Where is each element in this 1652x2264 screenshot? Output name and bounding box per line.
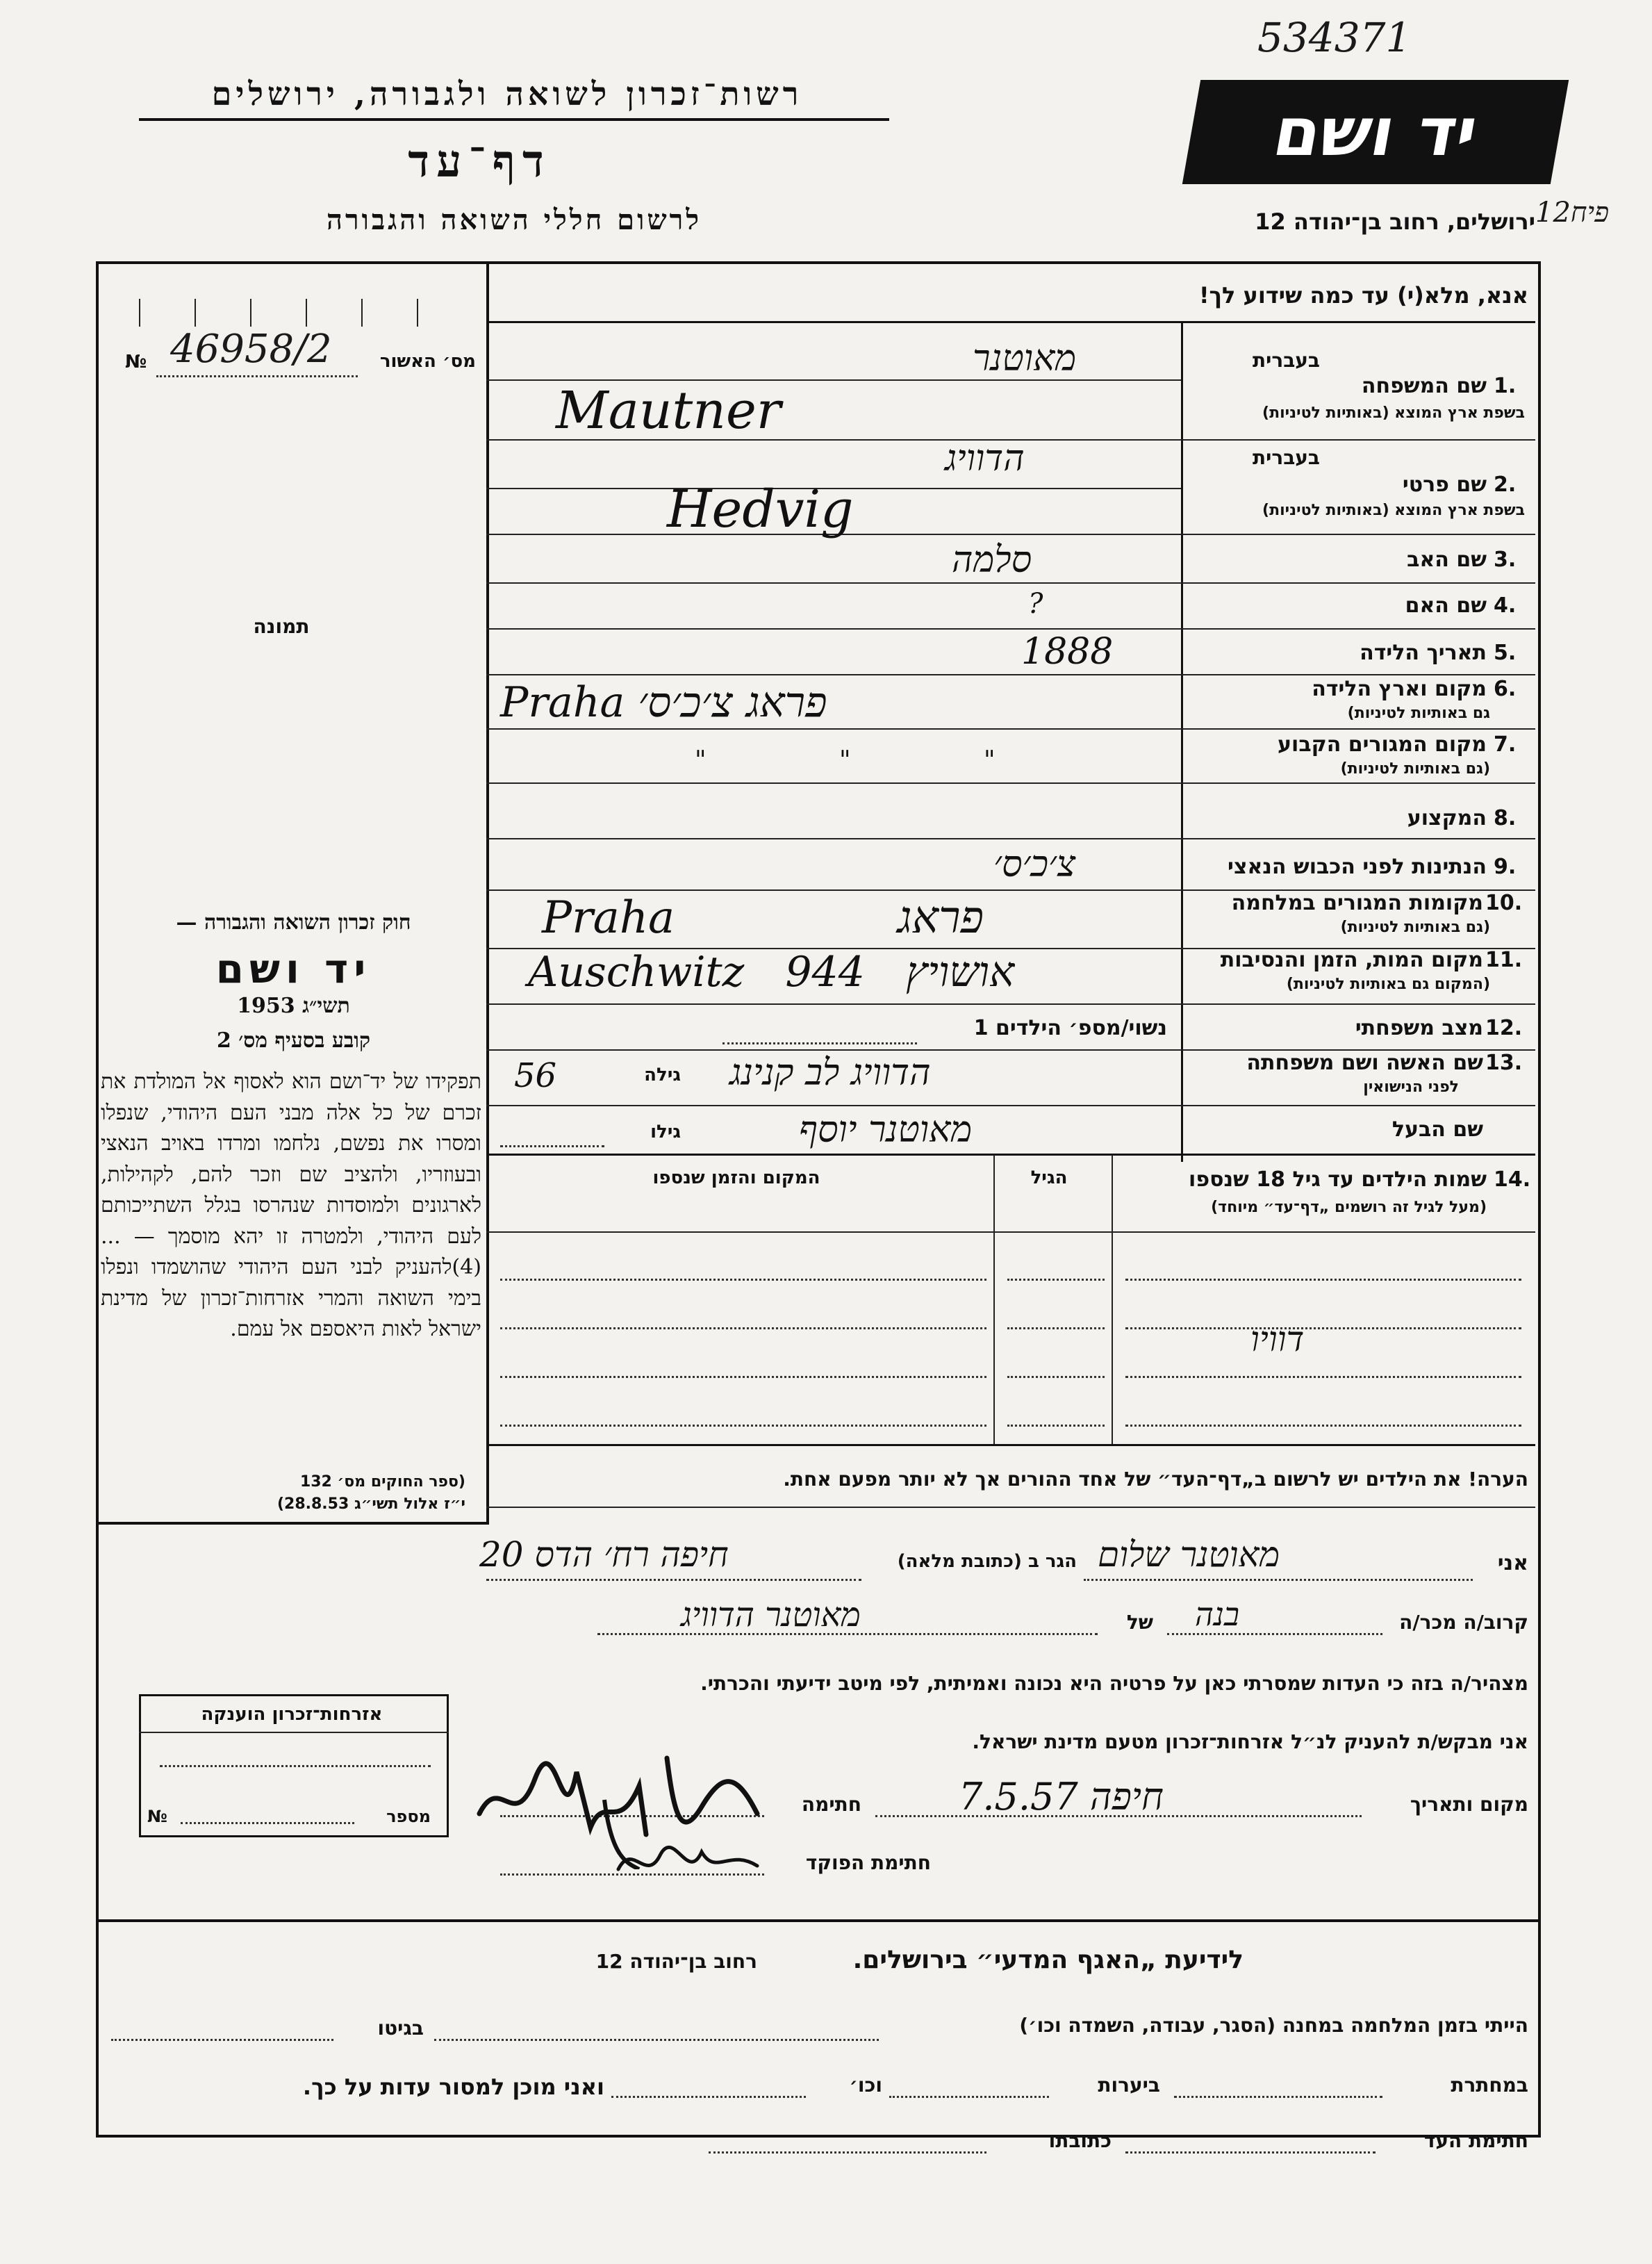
field-12-label: מצב משפחתי <box>1355 1016 1483 1040</box>
field-14-number: 14. <box>1494 1167 1531 1192</box>
field-5-number: 5. <box>1494 641 1517 665</box>
children-entry-value[interactable]: דוויו <box>1250 1319 1305 1359</box>
footer-title: לידיעת „האגף המדעי״ בירושלים. <box>852 1946 1244 1974</box>
field-14-label: שמות הילדים עד גיל 18 שנספו <box>1189 1167 1487 1192</box>
birth-place-value[interactable]: Praha פראג צ׳כ׳ס׳ <box>500 678 827 727</box>
children-note: הערה! את הילדים יש לרשום ב„דף־העד״ של אחד ההורים אך לא יותר מפעם אחת. <box>783 1468 1528 1491</box>
footer-witness-signature-label: חתימת העד <box>1423 2129 1528 2152</box>
citizenship-no-sign: № <box>147 1807 167 1826</box>
declaration-i-label: אני <box>1497 1551 1528 1575</box>
husband-label: שם הבעל <box>1391 1117 1483 1142</box>
field-10-label: מקומות המגורים במלחמה <box>1231 891 1483 915</box>
field-10-number: 10. <box>1485 891 1523 915</box>
law-title: חוק זכרון השואה והגבורה — <box>176 910 411 935</box>
yad-vashem-logo: יד ושם <box>1182 80 1569 184</box>
field-12-number: 12. <box>1485 1016 1523 1040</box>
declarant-name-value[interactable]: מאוטנר שלום <box>1098 1534 1280 1575</box>
law-ref-1: (ספר החוקים מס׳ 132 <box>299 1473 465 1491</box>
relation-of-label: של <box>1126 1611 1153 1634</box>
law-text: תפקידו של יד־ושם הוא לאסוף אל המולדת את זכרם של כל אלה מבני העם היהודי, שנפלו ומסרו את נפשם, נלחמו ומרדו באויב הנאצי ובעוזריו, ולהציב שם וזכר להם, לקהילות, לארגונים ולמוסדות שנהרסו בגלל השתייכותם לעם היהודי, ולמטרה זו יהא מוסמך — ...(4)להעניק לבני העם היהודי שהושמדו ונפלו בימי השואה והמרי אזרחות־זכרון של מדינת ישראל לאות היאספם אל עמם. <box>101 1069 481 1341</box>
approval-no-sign: № <box>125 352 147 372</box>
field-6-number: 6. <box>1494 677 1517 701</box>
field-7-number: 7. <box>1494 732 1517 757</box>
officer-signature-label: חתימת הפוקד <box>805 1851 931 1874</box>
footer-forests-label: ביערות <box>1098 2074 1160 2097</box>
archive-reference-number: 534371 <box>1257 14 1412 61</box>
field-4-label: שם האם <box>1405 593 1487 618</box>
field-11-sublabel: (המקום גם באותיות לטיניות) <box>1286 976 1490 993</box>
declaration-address-label: הגר ב (כתובת מלאה) <box>897 1551 1077 1572</box>
relation-label: קרוב/ה מכר/ה <box>1399 1611 1528 1634</box>
handwritten-note: פיח12 <box>1535 197 1610 229</box>
approval-number-value: 46958/2 <box>170 327 332 372</box>
law-year: תשי״ג 1953 <box>237 994 350 1018</box>
tick-marks <box>101 271 486 330</box>
relation-of-value[interactable]: מאוטנר הדוויג <box>681 1596 861 1634</box>
wife-age-value[interactable]: 56 <box>514 1056 557 1095</box>
place-date-value[interactable]: חיפה 7.5.57 <box>959 1775 1164 1819</box>
approval-number-label: מס׳ האשור <box>379 351 476 372</box>
husband-age-label: גילו <box>650 1122 681 1142</box>
surname-hebrew-value[interactable]: מאוטנר <box>973 338 1077 379</box>
instruction-text: אנא, מלא(י) עד כמה שידוע לך! <box>1198 282 1528 309</box>
field-1-hebrew-tag: בעברית <box>1252 349 1320 372</box>
field-4-number: 4. <box>1494 593 1517 618</box>
field-2-number: 2. <box>1494 473 1517 497</box>
field-9-number: 9. <box>1494 855 1517 879</box>
declarant-address-value[interactable]: חיפה רח׳ הדס 20 <box>479 1534 729 1575</box>
footer-camp-label: הייתי בזמן המלחמה במחנה (הסגר, עבודה, השמדה וכו׳) <box>1019 2014 1528 2037</box>
address-line: ירושלים, רחוב בן־יהודה 12 <box>1255 208 1535 235</box>
field-6-sublabel: גם באותיות לטיניות) <box>1347 705 1490 722</box>
officer-signature <box>611 1835 764 1890</box>
declaration-statement: מצהיר/ה בזה כי העדות שמסרתי כאן על פרטיה היא נכונה ואמיתית, לפי מיטב ידיעתי והכרתי. <box>700 1672 1528 1695</box>
law-name: יד ושם <box>215 945 372 992</box>
marital-status-value[interactable]: נשוי/מספ׳ הילדים 1 <box>973 1016 1167 1040</box>
field-1-sublabel: בשפת ארץ המוצא (באותיות לטיניות) <box>1262 404 1525 422</box>
field-1-number: 1. <box>1494 374 1517 398</box>
field-13-sublabel: לפני הנישואין <box>1363 1078 1459 1096</box>
birth-date-value[interactable]: 1888 <box>1021 631 1114 673</box>
footer-etc-label: וכו׳ <box>849 2074 882 2097</box>
law-clause: קובע בסעיף מס׳ 2 <box>216 1028 371 1053</box>
field-8-number: 8. <box>1494 806 1517 830</box>
place-date-label: מקום ותאריך <box>1410 1793 1528 1816</box>
field-3-label: שם האב <box>1407 548 1487 572</box>
law-ref-2: י״ז אלול תשי״ג 28.8.53) <box>276 1495 465 1513</box>
field-11-number: 11. <box>1485 948 1523 972</box>
wartime-residence-value[interactable]: Praha פראג <box>542 892 984 944</box>
footer-testimony-text: ואני מוכן למסור עדות על כך. <box>302 2074 604 2100</box>
field-2-sublabel: בשפת ארץ המוצא (באותיות לטיניות) <box>1262 502 1525 519</box>
field-10-sublabel: (גם באותיות לטיניות) <box>1340 919 1490 936</box>
wife-name-value[interactable]: הדוויג לב קנינג <box>729 1052 931 1094</box>
field-1-label: שם המשפחה <box>1361 374 1487 398</box>
field-13-label: שם האשה ושם משפחתה <box>1246 1051 1483 1075</box>
field-13-number: 13. <box>1485 1051 1523 1075</box>
footer-witness-address-label: כתובתו <box>1048 2129 1112 2152</box>
wife-age-label: גילה <box>644 1065 681 1085</box>
relation-value[interactable]: בנה <box>1195 1596 1240 1633</box>
signature-label: חתימה <box>801 1793 861 1816</box>
residence-value[interactable]: " " " <box>695 746 996 775</box>
nationality-value[interactable]: צ׳כ׳ס׳ <box>993 844 1076 885</box>
field-6-label: מקום וארץ הלידה <box>1312 677 1487 701</box>
field-9-label: הנתינות לפני הכבוש הנאצי <box>1228 855 1487 879</box>
field-8-label: המקצוע <box>1407 806 1487 830</box>
photo-label: תמונה <box>253 615 310 638</box>
first-name-hebrew-value[interactable]: הדוויג <box>945 438 1025 479</box>
first-name-latin-value[interactable]: Hedvig <box>667 479 854 539</box>
footer-ghetto-label: בגיטו <box>377 2017 424 2040</box>
father-name-value[interactable]: סלמה <box>952 539 1032 581</box>
field-14-sublabel: (מעל לגיל זה רושמים „דף־עד״ מיוחד) <box>1211 1199 1487 1216</box>
mother-name-value[interactable]: ? <box>1028 588 1043 620</box>
authority-name: רשות־זכרון לשואה ולגבורה, ירושלים <box>211 75 803 113</box>
children-place-column: המקום והזמן שנספו <box>652 1167 820 1188</box>
field-7-label: מקום המגורים הקבוע <box>1278 732 1487 757</box>
footer-underground-label: במחתרת <box>1451 2074 1528 2097</box>
footer-address: רחוב בן־יהודה 12 <box>595 1950 757 1973</box>
field-5-label: תאריך הלידה <box>1360 641 1487 665</box>
field-2-label: שם פרטי <box>1402 473 1487 497</box>
surname-latin-value[interactable]: Mautner <box>556 381 782 441</box>
form-subtitle: לרשום חללי השואה והגבורה <box>326 204 702 236</box>
citizenship-number-label: מספר <box>386 1807 431 1826</box>
form-title: דף־עד <box>408 136 551 188</box>
field-2-hebrew-tag: בעברית <box>1252 446 1320 469</box>
citizenship-box-title: אזרחות־זכרון הוענקה <box>201 1704 383 1725</box>
husband-name-value[interactable]: מאוטנר יוסף <box>799 1109 973 1151</box>
field-7-sublabel: (גם באותיות לטיניות) <box>1340 760 1490 778</box>
citizenship-request: אני מבקש/ת להעניק לנ״ל אזרחות־זכרון מטעם מדינת ישראל. <box>972 1730 1528 1753</box>
field-11-label: מקום המות, הזמן והנסיבות <box>1220 948 1483 972</box>
children-age-column: הגיל <box>1030 1167 1068 1188</box>
death-place-value[interactable]: Auschwitz 944 אושויץ <box>528 948 1015 996</box>
field-3-number: 3. <box>1494 548 1517 572</box>
